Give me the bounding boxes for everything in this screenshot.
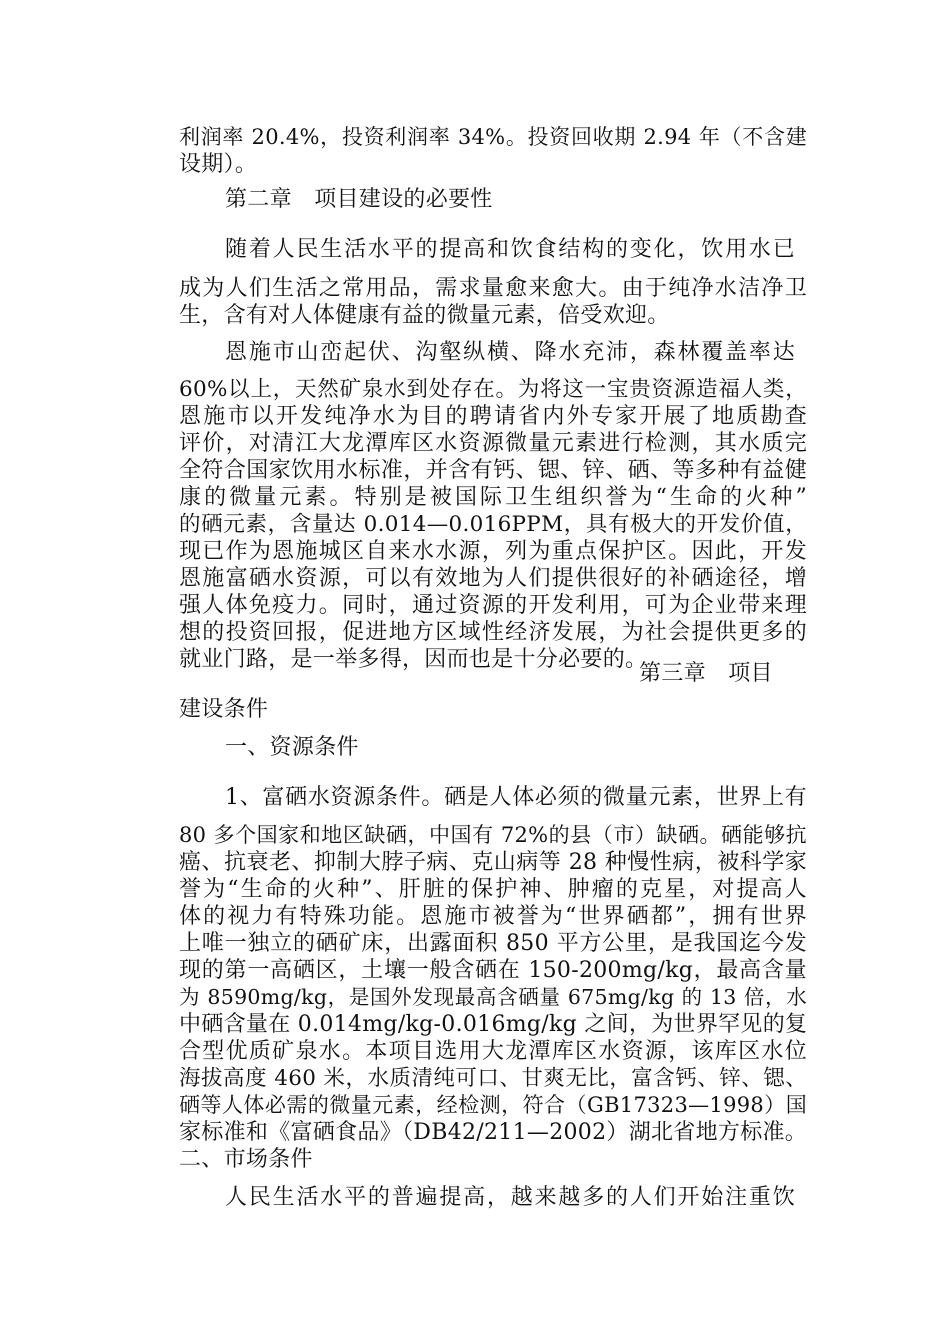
text-line: 恩施市山峦起伏、沟壑纵横、降水充沛，森林覆盖率达 (225, 340, 795, 365)
text-line: 利润率 20.4%，投资利润率 34%。投资回收期 2.94 年（不含建 (179, 125, 807, 149)
text-line: 现已作为恩施城区自来水水源，列为重点保护区。因此，开发 (179, 539, 807, 564)
text-line: 生，含有对人体健康有益的微量元素，倍受欢迎。 (179, 303, 670, 328)
text-line: 评价，对清江大龙潭库区水资源微量元素进行检测，其水质完 (179, 431, 807, 456)
text-line: 硒等人体必需的微量元素，经检测，符合（GB17323—1998）国 (179, 1093, 807, 1117)
text-line: 癌、抗衰老、抑制大脖子病、克山病等 28 种慢性病，被科学家 (179, 850, 807, 875)
text-line: 全符合国家饮用水标准，并含有钙、锶、锌、硒、等多种有益健 (179, 458, 807, 483)
text-line: 成为人们生活之常用品，需求量愈来愈大。由于纯净水洁净卫 (179, 276, 807, 301)
text-line: 强人体免疫力。同时，通过资源的开发利用，可为企业带来理 (179, 593, 807, 618)
chapter-heading-continued: 建设条件 (179, 697, 269, 722)
text-line: 家标准和《富硒食品》（DB42/211—2002）湖北省地方标准。 (179, 1120, 808, 1145)
chapter-heading: 第二章 项目建设的必要性 (225, 187, 493, 212)
text-line: 上唯一独立的硒矿床，出露面积 850 平方公里，是我国迄今发 (179, 931, 807, 956)
section-heading: 一、资源条件 (225, 735, 359, 760)
text-line: 1、富硒水资源条件。硒是人体必须的微量元素，世界上有 (225, 785, 807, 810)
text-line: 恩施市以开发纯净水为目的聘请省内外专家开展了地质勘查 (179, 404, 807, 429)
text-line: 人民生活水平的普遍提高，越来越多的人们开始注重饮 (225, 1185, 795, 1210)
text-line: 想的投资回报，促进地方区域性经济发展，为社会提供更多的 (179, 620, 807, 645)
text-line: 的硒元素，含量达 0.014—0.016PPM，具有极大的开发价值， (179, 512, 807, 537)
text-line: 康的微量元素。特别是被国际卫生组织誉为“生命的火种” (179, 485, 807, 510)
text-line: 80 多个国家和地区缺硒，中国有 72%的县（市）缺硒。硒能够抗 (179, 823, 807, 847)
text-line: 60%以上，天然矿泉水到处存在。为将这一宝贵资源造福人类， (179, 377, 807, 402)
text-line: 为 8590mg/kg，是国外发现最高含硒量 675mg/kg 的 13 倍，水 (179, 985, 807, 1009)
text-line: 合型优质矿泉水。本项目选用大龙潭库区水资源，该库区水位 (179, 1039, 807, 1064)
chapter-heading: 第三章 项目 (639, 661, 773, 686)
text-line: 恩施富硒水资源，可以有效地为人们提供很好的补硒途径，增 (179, 566, 807, 591)
text-line: 海拔高度 460 米，水质清纯可口、甘爽无比，富含钙、锌、锶、 (179, 1066, 807, 1091)
section-heading: 二、市场条件 (179, 1147, 313, 1172)
text-line: 就业门路，是一举多得，因而也是十分必要的。 (179, 647, 648, 672)
text-line: 誉为“生命的火种”、肝脏的保护神、肿瘤的克星，对提高人 (179, 877, 807, 902)
text-line: 设期）。 (179, 152, 258, 177)
text-line: 中硒含量在 0.014mg/kg-0.016mg/kg 之间，为世界罕见的复 (179, 1012, 808, 1037)
text-line: 体的视力有特殊功能。恩施市被誉为“世界硒都”，拥有世界 (179, 904, 807, 929)
text-line: 现的第一高硒区，土壤一般含硒在 150-200mg/kg，最高含量 (179, 958, 807, 983)
text-line: 随着人民生活水平的提高和饮食结构的变化，饮用水已 (225, 237, 795, 262)
